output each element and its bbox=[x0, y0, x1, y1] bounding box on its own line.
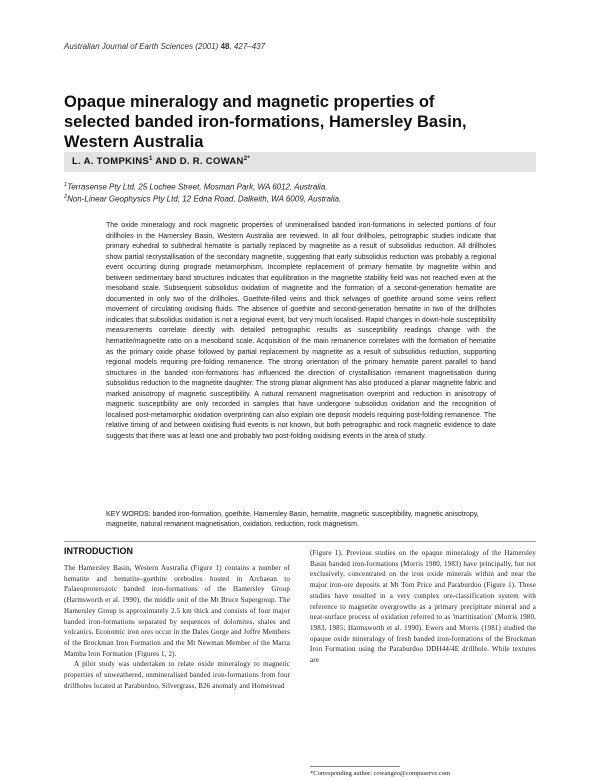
journal-pages: , 427–437 bbox=[229, 42, 266, 51]
keywords: KEY WORDS: banded iron-formation, goethite, Hamersley Basin, hematite, magnetic susceptibility, magnetic anisotropy, magnetite, natural remanent magnetisation, oxidation, reduction, rock magnetism. bbox=[106, 511, 479, 528]
section-heading-introduction: INTRODUCTION bbox=[64, 546, 133, 556]
journal-volume: 48 bbox=[220, 42, 230, 51]
intro-paragraph-1: The Hamersley Basin, Western Australia (Figure 1) contains a number of hematite and hematite–goethite orebodies hosted in Archaean to Palaeoproterozoic banded iron-formations of the Hamersley Group (Harmsworth et al. 1990), the middle unit of the Mt Bruce Supergroup. The Hamersley Group is approximately 2.5 km thick and consists of four major banded iron-formations separated by sequences of dolomites, shales and volcanics. Economic iron ores occur in the Dales Gorge and Joffre Members of the Brockman Iron Formation and the Mt Newman Member of the Marra Mamba Iron Formation (Figures 1, 2). bbox=[64, 564, 290, 658]
author-2: D. R. COWAN bbox=[179, 156, 244, 168]
affiliation-1 bbox=[64, 182, 328, 192]
author-list bbox=[72, 156, 250, 167]
paper-title: Opaque mineralogy and magnetic properties of selected banded iron-formations, Hamersley Basin, Western Australia bbox=[64, 93, 467, 151]
author-1-sup: 1 bbox=[149, 156, 153, 162]
affiliation-2-text: Non-Linear Geophysics Pty Ltd, 12 Edna Road, Dalkeith, WA 6009, Australia. bbox=[67, 194, 342, 204]
author-and: AND bbox=[152, 156, 180, 168]
abstract: The oxide mineralogy and rock magnetic properties of unmineralised banded iron-formations in selected portions of four drillholes in the Hamersley Basin, Western Australia are reviewed. In all four drillholes, petrographic studies indicate that primary euhedral to subhedral hematite is partially replaced by magnetite as a result of subsolidus reduction. All drillholes show partial recrystallisation of the secondary magnetite, suggesting that early subsolidus reduction was probably a regional event occurring during prograde metamorphism. Incomplete replacement of primary hematite by magnetite within and between sedimentary band structures indicates that equilibration in the magnetite stability field was not reached even at the mesoband scale. Subsequent subsolidus oxidation of magnetite and the formation of a second-generation hematite are documented in only two of the drillholes. Goethite-filled veins and thick selvages of goethite around some veins reflect movement of circulating oxidising fluids. The absence of goethite and second-generation hematite in two of the drillholes indicates that subsolidus oxidation is not a regional event, but very much localised. Rapid changes in down-hole susceptibility measurements correlate directly with detailed petrographic results as susceptibility readings change with the hematite/magnetite ratio on a mesoband scale. Acquisition of the main remanence correlates with the formation of hematite as the primary oxide phase followed by partial replacement by magnetite as a result of subsolidus reduction, supporting regional models requiring pre-folding remanence. The strong orientation of the primary hematite parent parallel to band structures in the banded iron-formations has influenced the direction of crystallisation remanent magnetisation during subsolidus reduction to the magnetite daughter. The strong planar alignment has also produced a planar magnetite fabric and marked anisotropy of magnetic susceptibility. A natural remanent magnetisation overprint and reduction in anisotropy of magnetic susceptibility are only recorded in samples that have undergone subsolidus oxidation and the recognition of localised post-metamorphic oxidation overprinting can also explain ore deposit models requiring post-folding remanence. The relative timing of and between oxidising fluid events is not known, but both petrographic and rock magnetic evidence to date suggests that there was at least one and probably two post-folding oxidising events in the area of study. bbox=[106, 222, 496, 440]
right-column-paragraph: (Figure 1). Previous studies on the opaque mineralogy of the Hamersley Basin banded iron-formations (Morris 1980, 1983) have principally, but not exclusively, concentrated on the iron oxide minerals within and near the major iron-ore deposits at Mt Tom Price and Paraburdoo (Figure 1). These studies have resulted in a very complex ore-classification system with reference to magnetite overgrowths as a primary precipitate mineral and a near-surface process of oxidation referred to as 'martitisation' (Morris 1980, 1983, 1985; Harmsworth et al. 1990). Ewers and Morris (1981) studied the opaque oxide mineralogy of fresh banded iron-formations of the Brockman Iron Formation using the Paraburdoo DDH44/4E drillhole. While textures are bbox=[310, 549, 536, 665]
section-divider bbox=[64, 541, 536, 542]
left-column bbox=[64, 563, 290, 691]
intro-paragraph-2: A pilot study was undertaken to relate oxide mineralogy to magnetic properties of unweathered, unmineralised banded iron-formations from four drillholes located at Paraburdoo, Silvergrass, B26 anomaly and Homestead bbox=[64, 660, 290, 690]
corresponding-author-footnote: *Corresponding author: cowangeo@compuserve.com bbox=[310, 770, 451, 777]
affiliation-2-sup: 2 bbox=[64, 194, 68, 200]
footnote-rule bbox=[310, 766, 400, 767]
journal-citation bbox=[64, 42, 265, 51]
journal-name: Australian Journal of Earth Sciences bbox=[64, 42, 193, 51]
author-2-sup: 2* bbox=[243, 156, 250, 162]
journal-year: (2001) bbox=[195, 42, 219, 51]
affiliation-2 bbox=[64, 194, 341, 204]
affiliation-1-text: Terrasense Pty Ltd, 25 Lochee Street, Mosman Park, WA 6012, Australia. bbox=[67, 182, 328, 192]
author-1: L. A. TOMPKINS bbox=[72, 156, 150, 168]
affiliation-1-sup: 1 bbox=[64, 182, 68, 188]
right-column bbox=[310, 548, 536, 666]
